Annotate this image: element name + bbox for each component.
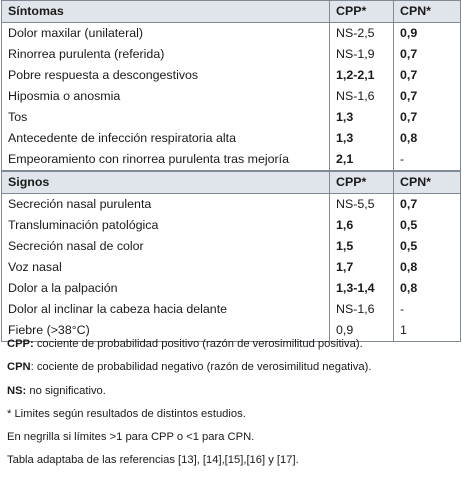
cpp-value: 2,1: [330, 149, 394, 171]
evidence-table: [1, 0, 461, 342]
finding-name: Voz nasal: [2, 257, 330, 278]
table-row: [2, 299, 461, 320]
table-row: [2, 194, 461, 216]
note-ns: [7, 384, 371, 398]
cpn-value: -: [394, 149, 461, 171]
cpp-value: 1,3: [330, 107, 394, 128]
cpp-value: 1,3: [330, 128, 394, 149]
finding-name: Dolor maxilar (unilateral): [2, 23, 330, 45]
cpp-value: 1,7: [330, 257, 394, 278]
finding-name: Tos: [2, 107, 330, 128]
cpn-value: 0,7: [394, 194, 461, 216]
finding-name: Rinorrea purulenta (referida): [2, 44, 330, 65]
note-limits: * Limites según resultados de distintos estudios.: [7, 407, 246, 420]
note-cpn-term: CPN: [7, 361, 31, 374]
cpn-value: -: [394, 299, 461, 320]
finding-name: Secreción nasal purulenta: [2, 194, 330, 216]
table-row: [2, 23, 461, 45]
cpp-value: NS-2,5: [330, 23, 394, 45]
finding-name: Secreción nasal de color: [2, 236, 330, 257]
cpp-value: 0,9: [330, 320, 394, 342]
cpn-value: 0,8: [394, 278, 461, 299]
cpn-value: 0,8: [394, 257, 461, 278]
cpn-value: 0,7: [394, 44, 461, 65]
table-row: [2, 128, 461, 149]
table-row: [2, 107, 461, 128]
sintomas-header: Síntomas: [2, 1, 330, 23]
table-row: [2, 86, 461, 107]
table-row: [2, 215, 461, 236]
cpn-value: 0,5: [394, 236, 461, 257]
finding-name: Fiebre (>38°C): [2, 320, 330, 342]
finding-name: Hiposmia o anosmia: [2, 86, 330, 107]
cpp-value: NS-5,5: [330, 194, 394, 216]
table-row: [2, 44, 461, 65]
table-row: [2, 278, 461, 299]
note-ns-term: NS:: [7, 384, 27, 397]
cpn-column-header: CPN*: [394, 1, 461, 23]
cpn-value: 0,5: [394, 215, 461, 236]
note-cpn: [7, 360, 371, 374]
table-row: [2, 236, 461, 257]
note-source: Tabla adaptaba de las referencias [13], [14],[15],[16] y [17].: [7, 454, 299, 467]
finding-name: Antecedente de infección respiratoria alta: [2, 128, 330, 149]
cpn-value: 0,7: [394, 107, 461, 128]
note-cpp: [7, 337, 371, 351]
table-row: [2, 65, 461, 86]
cpn-value: 0,7: [394, 65, 461, 86]
cpp-value: 1,5: [330, 236, 394, 257]
signos-header: Signos: [2, 171, 330, 194]
note-cpn-definition: : cociente de probabilidad negativo (razón de verosimilitud negativa).: [30, 361, 372, 374]
cpn-column-header: CPN*: [394, 171, 461, 194]
table-body: [2, 1, 461, 342]
cpp-value: NS-1,9: [330, 44, 394, 65]
finding-name: Transluminación patológica: [2, 215, 330, 236]
cpp-column-header: CPP*: [330, 171, 394, 194]
cpp-value: 1,6: [330, 215, 394, 236]
finding-name: Dolor al inclinar la cabeza hacia delante: [2, 299, 330, 320]
cpp-value: NS-1,6: [330, 299, 394, 320]
note-cpp-term: CPP:: [7, 338, 34, 350]
table-row: [2, 257, 461, 278]
cpp-column-header: CPP*: [330, 1, 394, 23]
note-bold-rule: En negrilla si límites >1 para CPP o <1 para CPN.: [7, 431, 255, 444]
note-ns-definition: no significativo.: [26, 384, 106, 397]
cpp-value: NS-1,6: [330, 86, 394, 107]
cpn-value: 1: [394, 320, 461, 342]
sintomas-header-row: [2, 1, 461, 23]
finding-name: Dolor a la palpación: [2, 278, 330, 299]
note-cpp-definition: cociente de probabilidad positivo (razón de verosimilitud positiva).: [33, 338, 363, 350]
table-row: [2, 149, 461, 171]
cpp-value: 1,2-2,1: [330, 65, 394, 86]
signos-header-row: [2, 171, 461, 194]
table-notes: [7, 337, 371, 477]
finding-name: Pobre respuesta a descongestivos: [2, 65, 330, 86]
finding-name: Empeoramiento con rinorrea purulenta tras mejoría: [2, 149, 330, 171]
cpp-value: 1,3-1,4: [330, 278, 394, 299]
cpn-value: 0,8: [394, 128, 461, 149]
cpn-value: 0,9: [394, 23, 461, 45]
cpn-value: 0,7: [394, 86, 461, 107]
